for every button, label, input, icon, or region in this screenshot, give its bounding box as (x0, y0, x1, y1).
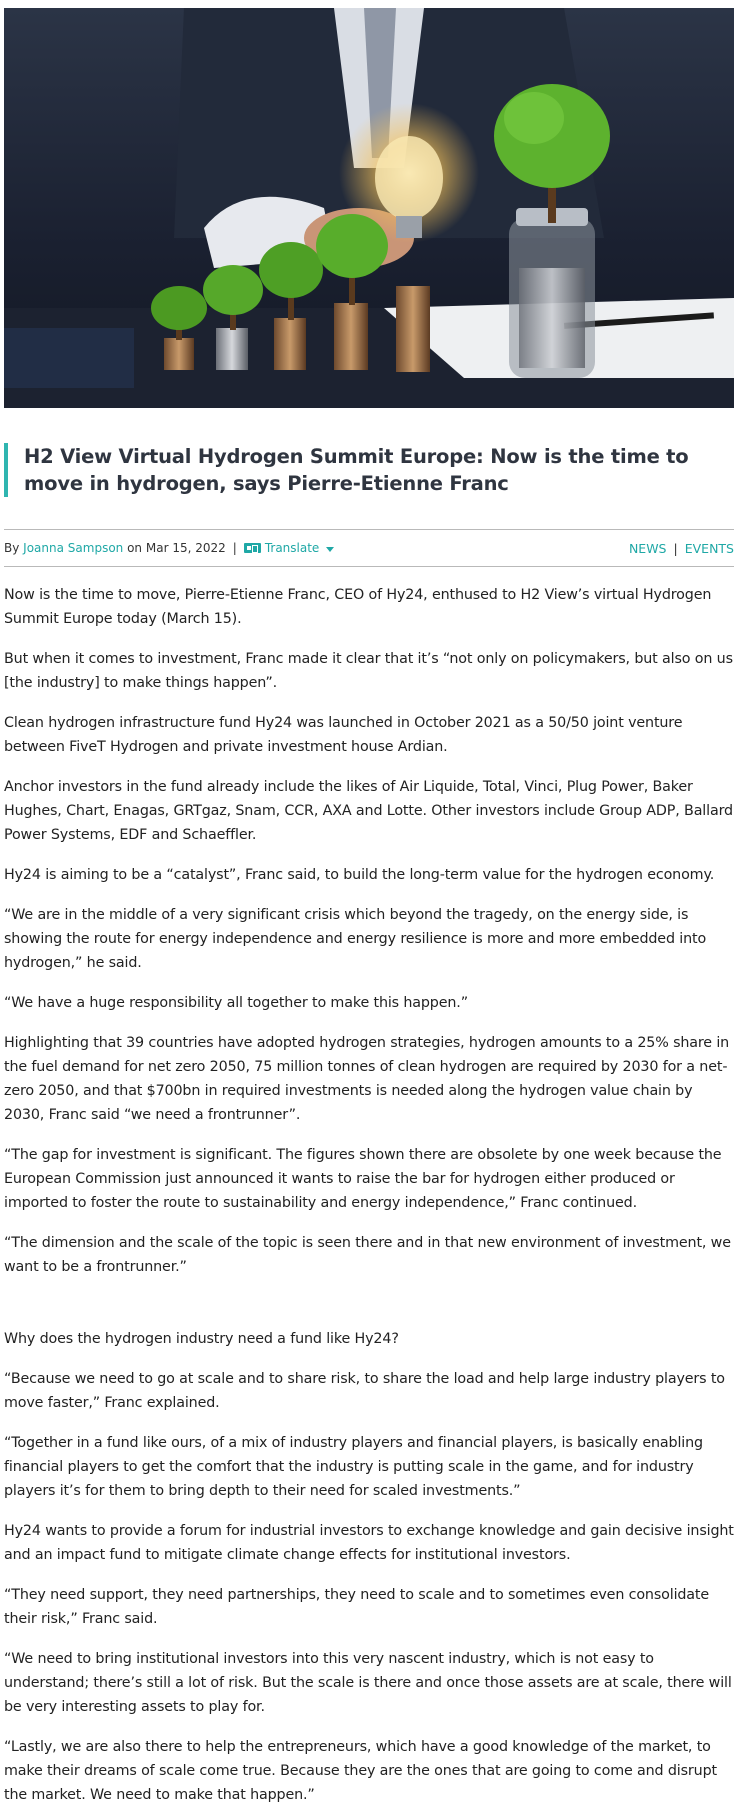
paragraph: “We are in the middle of a very significant crisis which beyond the tragedy, on the energy side, is showing the route for energy independence and energy resilience is more and more embedded into hydrogen,” he said. (4, 907, 707, 971)
paragraph: Clean hydrogen infrastructure fund Hy24 was launched in October 2021 as a 50/50 joint venture between FiveT Hydrogen and private investment house Ardian. (4, 715, 683, 755)
subheading: Why does the hydrogen industry need a fund like Hy24? (4, 1331, 399, 1347)
paragraph: “The dimension and the scale of the topic is seen there and in that new environment of investment, we want to be a frontrunner.” (4, 1235, 731, 1275)
paragraph: “They need support, they need partnerships, they need to scale and to sometimes even consolidate their risk,” Franc said. (4, 1587, 710, 1627)
paragraph: Anchor investors in the fund already include the likes of Air Liquide, Total, Vinci, Plug Power, Baker Hughes, Chart, Enagas, GRTgaz, Snam, CCR, AXA and Lotte. Other investors include Group ADP, Ballard Power Systems, EDF and Schaeffler. (4, 779, 733, 843)
paragraph: Highlighting that 39 countries have adopted hydrogen strategies, hydrogen amounts to a 25% share in the fuel demand for net zero 2050, 75 million tonnes of clean hydrogen are required by 2030 for a net-zero 2050, and that $700bn in required investments is needed along the hydrogen value chain by 2030, Franc said “we need a frontrunner”. (4, 1035, 730, 1123)
paragraph: “Because we need to go at scale and to share risk, to share the load and help large industry players to move faster,” Franc explained. (4, 1371, 725, 1411)
paragraph: “Lastly, we are also there to help the entrepreneurs, which have a good knowledge of the market, to make their dreams of scale come true. Because they are the ones that are going to come and disrupt the market. We need to make that happen.” (4, 1739, 717, 1803)
by-label: By (4, 541, 20, 555)
paragraph: “Together in a fund like ours, of a mix of industry players and financial players, is basically enabling financial players to get the comfort that the industry is putting scale in the game, and for industry players it’s for them to bring depth to their need for scaled investments.” (4, 1435, 703, 1499)
paragraph: Now is the time to move, Pierre-Etienne Franc, CEO of Hy24, enthused to H2 View’s virtual Hydrogen Summit Europe today (March 15). (4, 587, 712, 627)
headline-block (4, 443, 734, 497)
category-separator: | (673, 540, 678, 556)
category-news[interactable]: NEWS (628, 540, 667, 556)
on-label: on (127, 541, 143, 555)
byline (4, 541, 629, 555)
byline-separator: | (232, 541, 237, 555)
article-title: H2 View Virtual Hydrogen Summit Europe: Now is the time to move in hydrogen, says Pierre-Etienne Franc (24, 445, 689, 495)
paragraph: “We need to bring institutional investors into this very nascent industry, which is not easy to understand; there’s still a lot of risk. But the scale is there and once those assets are at scale, there will be very interesting assets to play for. (4, 1651, 732, 1715)
hero-illustration (4, 8, 734, 408)
translate-label: Translate (264, 541, 320, 555)
paragraph: “The gap for investment is significant. The figures shown there are obsolete by one week because the European Commission just announced it wants to raise the bar for hydrogen either produced or imported to foster the route to sustainability and energy independence,” Franc continued. (4, 1147, 722, 1211)
translate-dropdown[interactable] (244, 541, 335, 555)
paragraph: Hy24 wants to provide a forum for industrial investors to exchange knowledge and gain decisive insight and an impact fund to mitigate climate change effects for institutional investors. (4, 1523, 734, 1563)
paragraph: “We have a huge responsibility all together to make this happen.” (4, 995, 468, 1011)
chevron-down-icon (326, 547, 334, 552)
hero-image (4, 8, 734, 408)
byline-bar (4, 529, 734, 567)
translate-icon (244, 543, 261, 553)
paragraph: But when it comes to investment, Franc made it clear that it’s “not only on policymakers, but also on us [the industry] to make things happen”. (4, 651, 733, 691)
publish-date: Mar 15, 2022 (145, 541, 226, 555)
category-links (629, 541, 734, 556)
category-events[interactable]: EVENTS (684, 540, 734, 556)
author-link[interactable]: Joanna Sampson (23, 541, 124, 555)
article-body (4, 583, 734, 1807)
paragraph: Hy24 is aiming to be a “catalyst”, Franc said, to build the long-term value for the hydrogen economy. (4, 867, 715, 883)
